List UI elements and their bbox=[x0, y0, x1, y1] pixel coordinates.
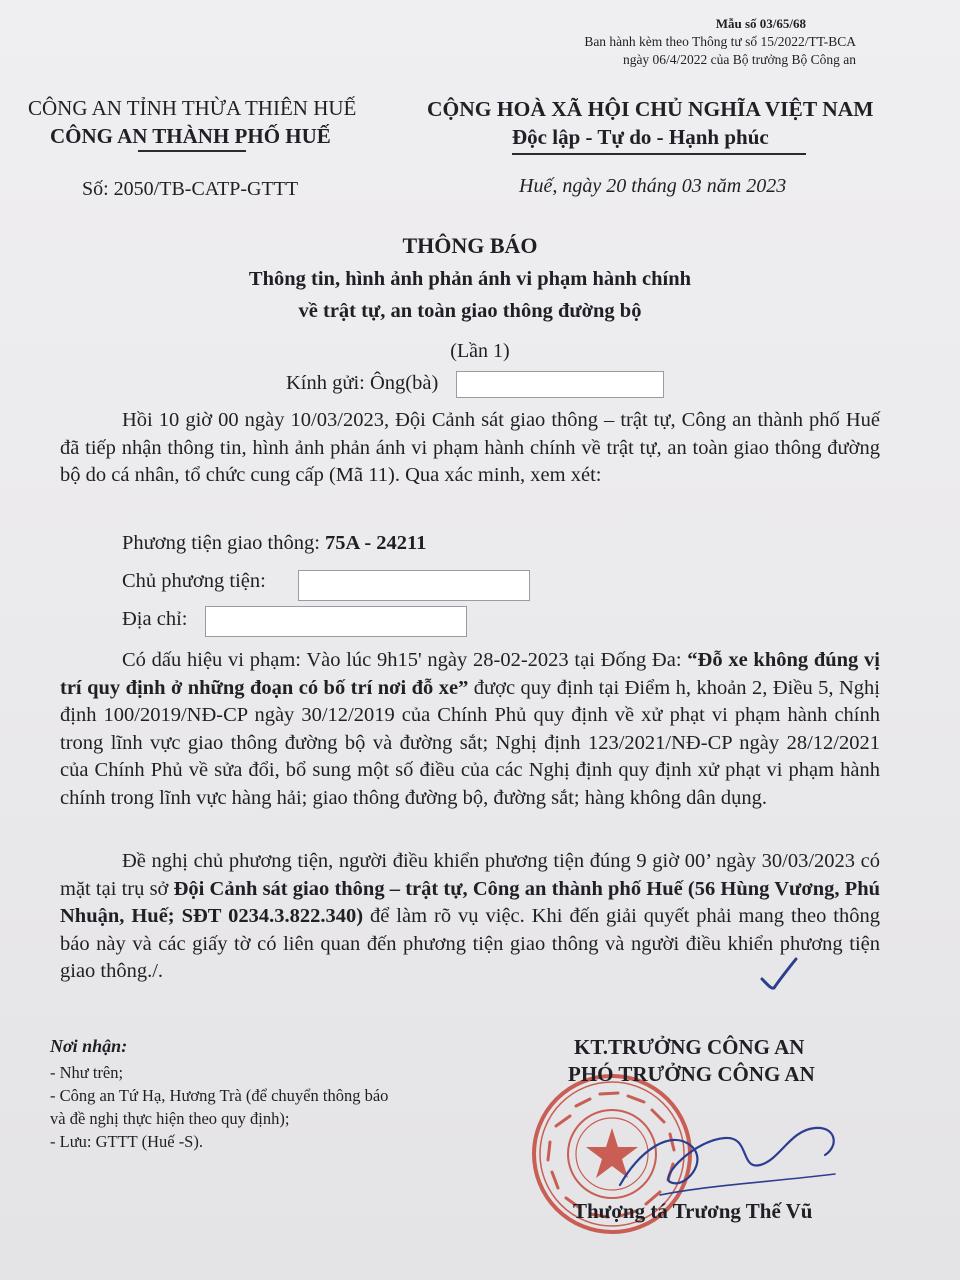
place-date: Huế, ngày 20 tháng 03 năm 2023 bbox=[519, 175, 787, 197]
receiver-item: và đề nghị thực hiện theo quy định); bbox=[50, 1109, 290, 1128]
issued-by-line-2: ngày 06/4/2022 của Bộ trưởng Bộ Công an bbox=[622, 52, 856, 67]
form-code: Mẫu số 03/65/68 bbox=[715, 16, 806, 31]
nation-title: CỘNG HOÀ XÃ HỘI CHỦ NGHĨA VIỆT NAM bbox=[427, 97, 874, 121]
paragraph-violation bbox=[60, 647, 880, 812]
document-subtitle-1: Thông tin, hình ảnh phản ánh vi phạm hành chính bbox=[248, 268, 692, 290]
owner-label: Chủ phương tiện: bbox=[122, 570, 266, 592]
redacted-recipient-name bbox=[456, 371, 664, 398]
document-subtitle-2: về trật tự, an toàn giao thông đường bộ bbox=[298, 300, 642, 322]
recipient-label: Kính gửi: Ông(bà) bbox=[286, 372, 439, 394]
receivers-title: Nơi nhận: bbox=[50, 1036, 128, 1056]
paragraph-receipt-text: Hồi 10 giờ 00 ngày 10/03/2023, Đội Cảnh sát giao thông – trật tự, Công an thành phố Huế đã tiếp nhận thông tin, hình ảnh phản ánh vi phạm hành chính về trật tự, an toàn giao thông đường bộ do cá nhân, tổ chức cung cấp (Mã 11). Qua xác minh, xem xét: bbox=[60, 409, 880, 486]
receiver-item: - Lưu: GTTT (Huế -S). bbox=[50, 1132, 203, 1151]
issued-by-line-1: Ban hành kèm theo Thông tư số 15/2022/TT-BCA bbox=[584, 34, 856, 49]
receiver-item: - Công an Tứ Hạ, Hương Trà (để chuyển thông báo bbox=[50, 1086, 389, 1105]
motto-underline bbox=[512, 153, 806, 155]
request-intro: Đề nghị chủ phương tiện, người điều khiển phương tiện đúng 9 giờ 00’ ngày 30/03/2023 có mặt tại trụ sở bbox=[60, 850, 880, 900]
signature-title-2: PHÓ TRƯỞNG CÔNG AN bbox=[568, 1062, 815, 1086]
notice-count: (Lần 1) bbox=[450, 340, 510, 362]
violation-intro: Có dấu hiệu vi phạm: Vào lúc 9h15' ngày 28-02-2023 tại Đống Đa: bbox=[122, 649, 688, 671]
paragraph-request bbox=[60, 848, 880, 986]
violation-description: “Đỗ xe không đúng vị trí quy định ở những đoạn có bố trí nơi đỗ xe” bbox=[60, 649, 880, 699]
nation-motto: Độc lập - Tự do - Hạnh phúc bbox=[512, 125, 769, 149]
violation-legal-basis: được quy định tại Điểm h, khoản 2, Điều 5, Nghị định 100/2019/NĐ-CP ngày 30/12/2019 của Chính Phủ quy định về xử phạt vi phạm hành chính trong lĩnh vực giao thông đường bộ và đường sắt; Nghị định 123/2021/NĐ-CP ngày 28/12/2021 của Chính Phủ về sửa đổi, bổ sung một số điều của các Nghị định quy định xử phạt vi phạm hành chính trong lĩnh vực hàng hải; giao thông đường bộ, đường sắt; hàng không dân dụng. bbox=[60, 676, 880, 809]
signature-title-1: KT.TRƯỞNG CÔNG AN bbox=[574, 1035, 805, 1059]
office-address: Đội Cảnh sát giao thông – trật tự, Công an thành phố Huế (56 Hùng Vương, Phú Nhuận, Huế; SĐT 0234.3.822.340) bbox=[60, 877, 880, 927]
document-title: THÔNG BÁO bbox=[402, 233, 538, 258]
org-unit: CÔNG AN THÀNH PHỐ HUẾ bbox=[50, 124, 331, 148]
license-plate: 75A - 24211 bbox=[325, 532, 427, 554]
vehicle-label: Phương tiện giao thông: bbox=[122, 532, 326, 554]
redacted-address bbox=[205, 606, 467, 637]
org-parent: CÔNG AN TỈNH THỪA THIÊN HUẾ bbox=[28, 96, 357, 120]
paragraph-receipt bbox=[60, 407, 880, 490]
redacted-owner bbox=[298, 570, 530, 601]
org-underline bbox=[138, 150, 246, 152]
request-rest: để làm rõ vụ việc. Khi đến giải quyết phải mang theo thông báo này và các giấy tờ có liên quan đến phương tiện giao thông và người điều khiển phương tiện giao thông./. bbox=[60, 905, 880, 982]
signer-name: Thượng tá Trương Thế Vũ bbox=[573, 1199, 813, 1223]
receiver-item: - Như trên; bbox=[50, 1063, 124, 1082]
vehicle-row bbox=[122, 532, 426, 555]
handwritten-tick-mark bbox=[758, 955, 800, 995]
document-number: Số: 2050/TB-CATP-GTTT bbox=[82, 178, 299, 200]
address-label: Địa chỉ: bbox=[122, 608, 188, 630]
